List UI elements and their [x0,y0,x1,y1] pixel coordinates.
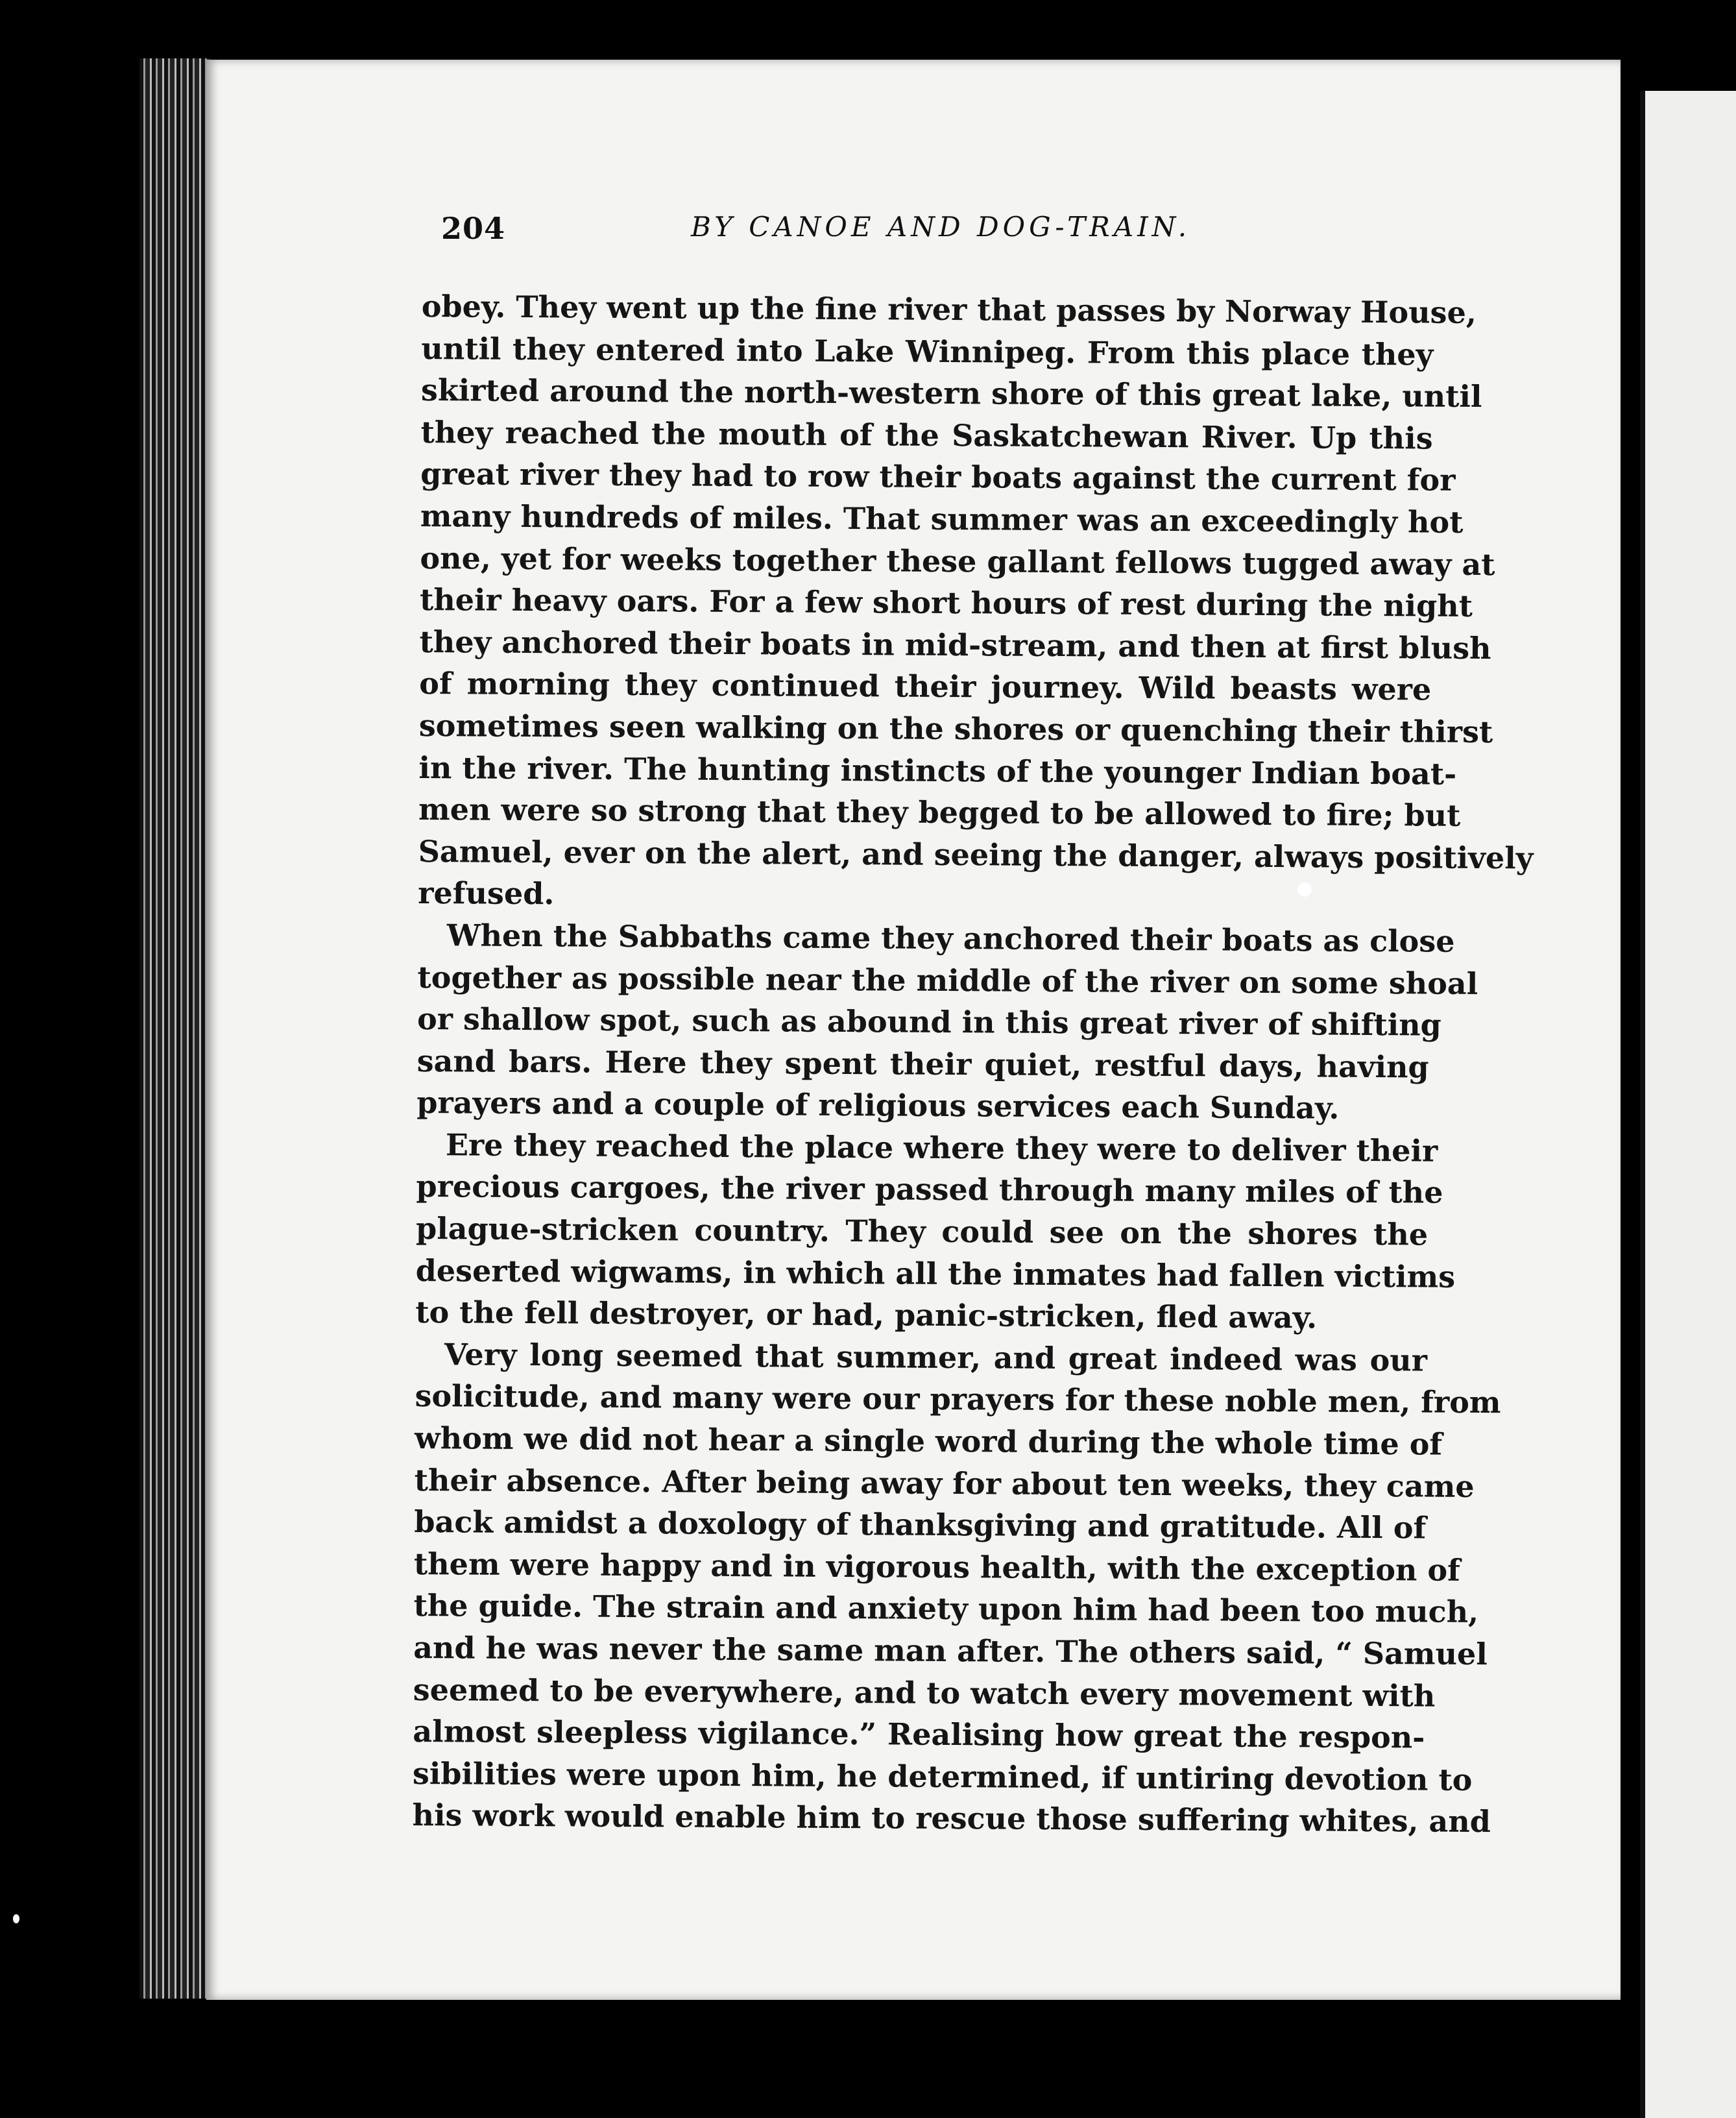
dust-speck [13,1914,19,1923]
text-line: whom we did not hear a single word during the whole time of [414,1420,1443,1462]
text-line: obey. They went up the fine river that passes by Norway House, [421,288,1477,330]
body-text [412,286,1534,1842]
text-line: their heavy oars. For a few short hours of rest during the night [419,582,1473,624]
dust-speck [1297,882,1312,897]
text-line: together as possible near the middle of the river on some shoal [417,959,1478,1001]
page-header [441,211,1207,256]
text-line: men were so strong that they begged to be allowed to fire; but [418,792,1461,833]
text-line: of morning they continued their journey. Wild beasts were [419,666,1432,707]
page-number: 204 [441,211,506,246]
text-line: skirted around the north-western shore of this great lake, until [420,372,1482,415]
text-line: many hundreds of miles. That summer was an exceedingly hot [420,498,1464,540]
text-line: sometimes seen walking on the shores or quenching their thirst [418,707,1493,750]
text-line: Samuel, ever on the alert, and seeing the danger, always positively [418,833,1534,876]
text-line: in the river. The hunting instincts of the younger Indian boat- [418,749,1457,792]
text-line: back amidst a doxology of thanksgiving and gratitude. All of [414,1504,1427,1546]
text-line: the guide. The strain and anxiety upon him had been too much, [413,1588,1479,1630]
text-line: they reached the mouth of the Saskatchewan River. Up this [420,414,1433,456]
paragraph [418,286,1534,920]
text-line: his work would enable him to rescue those suffering whites, and [412,1797,1491,1840]
text-line: seemed to be everywhere, and to watch every movement with [413,1672,1436,1714]
text-line: almost sleepless vigilance.” Realising how great the respon- [413,1714,1425,1755]
text-line: they anchored their boats in mid-stream, and then at first blush [419,624,1491,666]
text-line: one, yet for weeks together these gallant fellows tugged away at [420,540,1495,582]
text-line: and he was never the same man after. The others said, “ Samuel [413,1629,1488,1672]
text-line: sibilities were upon him, he determined, if untiring devotion to [412,1755,1473,1797]
text-line: Ere they reached the place where they were to deliver their [445,1127,1438,1169]
binding-page-edges [139,58,211,1999]
text-line: great river they had to row their boats against the current for [420,456,1456,498]
text-line: to the fell destroyer, or had, panic-stricken, fled away. [415,1295,1318,1335]
paragraph [415,1124,1456,1339]
text-line: prayers and a couple of religious services each Sunday. [416,1085,1340,1126]
text-line: their absence. After being away for about ten weeks, they came [414,1462,1475,1504]
running-title: BY CANOE AND DOG-TRAIN. [691,211,1191,243]
text-line: When the Sabbaths came they anchored their boats as close [446,918,1455,959]
text-line: plague-stricken country. They could see on the shores the [415,1211,1429,1252]
text-line: them were happy and in vigorous health, with the exception of [413,1546,1461,1588]
text-line: refused. [418,875,555,912]
facing-page-edge [1640,91,1736,2118]
text-line: or shallow spot, such as abound in this great river of shifting [416,1001,1441,1043]
paragraph [412,1333,1501,1843]
text-line: until they entered into Lake Winnipeg. From this place they [421,330,1434,372]
text-line: deserted wigwams, in which all the inmates had fallen victims [415,1252,1456,1295]
text-line: Very long seemed that summer, and great indeed was our [444,1337,1428,1378]
text-line: solicitude, and many were our prayers for these noble men, from [415,1378,1501,1420]
text-line: precious cargoes, the river passed through many miles of the [416,1169,1443,1211]
text-line: sand bars. Here they spent their quiet, restful days, having [416,1043,1429,1085]
paragraph [416,914,1478,1130]
